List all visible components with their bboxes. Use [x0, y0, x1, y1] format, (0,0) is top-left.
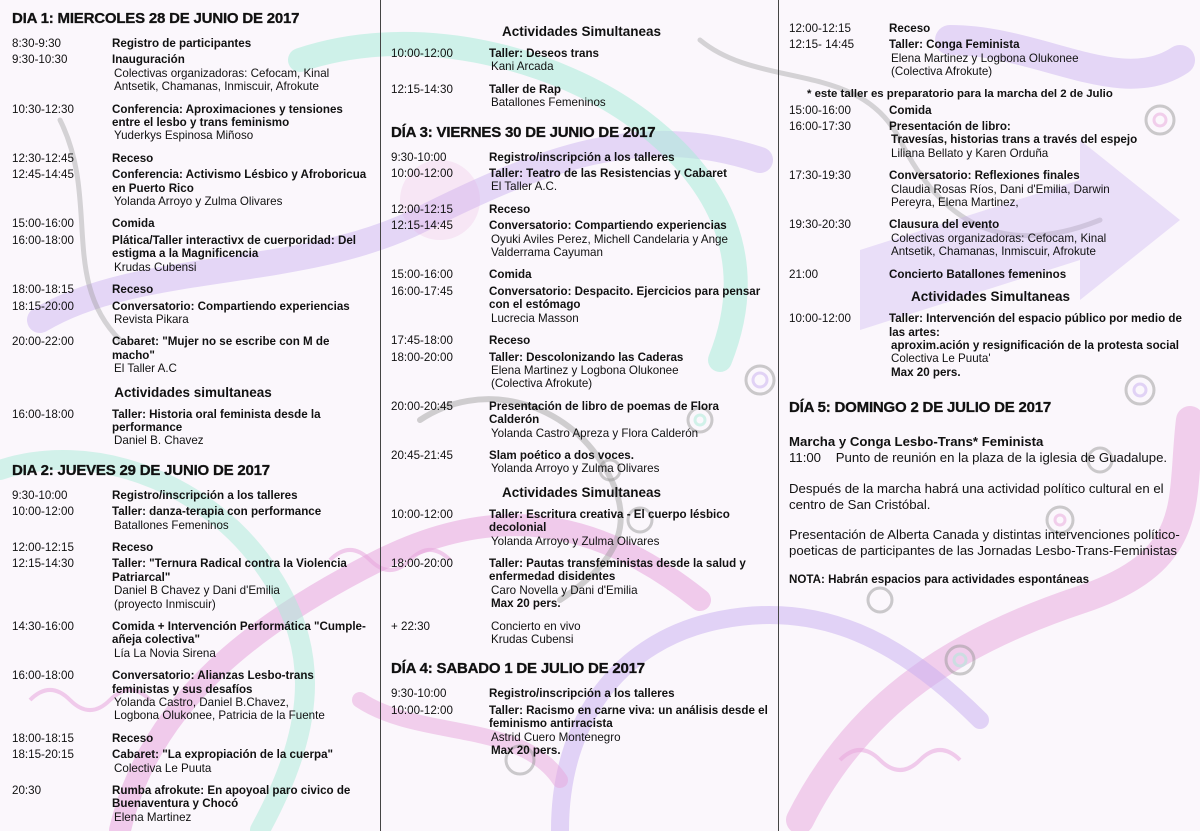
event-body [489, 687, 772, 700]
event-body [112, 217, 374, 230]
sim4-heading: Actividades Simultaneas [910, 289, 1071, 305]
event-title: Conferencia: Activismo Lésbico y Afroboricua en Puerto Rico [112, 168, 367, 195]
event-body [889, 312, 1192, 379]
event-title: Comida [489, 268, 532, 282]
event-time: 12:00-12:15 [391, 202, 453, 216]
event-time: 20:00-20:45 [391, 399, 453, 413]
event-title: Plática/Taller interactivx de cuerporidad: Del estigma a la Magnificencia [112, 233, 356, 261]
event-time: 9:30-10:00 [391, 150, 447, 164]
event-title: Registro/inscripción a los talleres [112, 488, 298, 502]
event-detail: Elena Martinez [114, 810, 192, 824]
event-body [889, 169, 1192, 209]
event-time: 10:00-12:00 [391, 47, 453, 60]
schedule-event [391, 334, 772, 347]
event-time: 18:15-20:00 [12, 299, 74, 313]
event-detail: Kani Arcada [491, 60, 554, 74]
schedule-event [12, 620, 374, 660]
schedule-event [391, 351, 772, 391]
event-body [112, 335, 374, 375]
event-time: 18:15-20:15 [12, 748, 74, 762]
event-title: Taller: Historia oral feminista desde la performance [112, 407, 321, 434]
event-title: Taller: danza-terapia con performance [112, 505, 322, 519]
event-body [889, 120, 1192, 160]
event-detail: Batallones Femeninos [491, 96, 606, 110]
sim4-schedule [789, 312, 1192, 379]
event-time: 21:00 [789, 267, 819, 281]
event-title: Conversatorio: Compartiendo experiencias [489, 219, 727, 233]
schedule-event [391, 167, 772, 194]
event-body [489, 620, 772, 647]
event-body [112, 168, 374, 208]
event-title: Registro/inscripción a los talleres [489, 687, 675, 701]
event-title: Taller: Escritura creativa - El cuerpo lésbico decolonial [489, 507, 730, 535]
event-title: Receso [889, 22, 931, 35]
event-title: Taller: Intervención del espacio público por medio de las artes: [889, 312, 1182, 339]
event-detail: Liliana Bellato y Karen Orduña [891, 146, 1049, 160]
event-title: Taller: Deseos trans [489, 47, 599, 60]
schedule-event [12, 53, 374, 93]
event-title: Taller: Teatro de las Resistencias y Cabaret [489, 167, 727, 181]
event-time: 16:00-17:45 [391, 284, 453, 298]
event-time: 12:45-14:45 [12, 168, 74, 182]
column-middle [380, 0, 778, 831]
schedule-event [12, 557, 374, 611]
event-title: Comida [112, 217, 155, 231]
event-time: 10:30-12:30 [12, 102, 74, 116]
event-time: 15:00-16:00 [12, 217, 74, 231]
schedule-event [391, 687, 772, 700]
event-title: Conversatorio: Compartiendo experiencias [112, 299, 350, 313]
schedule-event [391, 268, 772, 281]
schedule-event [391, 285, 772, 325]
event-detail: Colectiva Le Puuta [114, 761, 212, 775]
event-capacity: Max 20 pers. [491, 597, 561, 611]
schedule-event [789, 312, 1192, 379]
after-march-text: Después de la marcha habrá una actividad político cultural en el centro de San Cristóbal. [789, 480, 1164, 512]
event-title: Registro de participantes [112, 37, 252, 50]
schedule-event [12, 168, 374, 208]
schedule-event [12, 335, 374, 375]
event-title: Registro/inscripción a los talleres [489, 150, 675, 164]
march-title: Marcha y Conga Lesbo-Trans* Feminista [789, 434, 1044, 450]
event-body [112, 37, 374, 50]
nota-label: NOTA: [789, 573, 825, 587]
event-body [889, 104, 1192, 117]
event-time: 12:15- 14:45 [789, 38, 855, 52]
event-time: 17:45-18:00 [391, 334, 453, 348]
event-detail: Valderrama Cayuman [491, 246, 603, 260]
event-title: Conversatorio: Despacito. Ejercicios para pensar con el estómago [489, 284, 761, 312]
schedule-event [12, 283, 374, 296]
event-detail: (Colectiva Afrokute) [891, 65, 993, 79]
schedule-event [12, 152, 374, 165]
event-detail: Yolanda Arroyo y Zulma Olivares [491, 534, 660, 548]
day5-heading: DÍA 5: DOMINGO 2 DE JULIO DE 2017 [789, 399, 1052, 417]
event-title: Comida [889, 103, 932, 117]
event-detail: (Colectiva Afrokute) [491, 377, 593, 391]
schedule-event [789, 38, 1192, 78]
event-time: 9:30-10:00 [12, 488, 68, 502]
event-title: Concierto en vivo [491, 619, 581, 633]
event-title: Taller: "Ternura Radical contra la Violencia Patriarcal" [112, 557, 347, 584]
march-place: Punto de reunión en la plaza de la iglesia de Guadalupe. [835, 450, 1168, 466]
event-time: 12:15-14:30 [12, 557, 74, 571]
event-body [489, 285, 772, 325]
schedule-event [12, 408, 374, 448]
event-detail: Krudas Cubensi [114, 260, 197, 274]
day1-schedule [12, 37, 374, 376]
event-title: Taller: Racismo en carne viva: un análisis desde el feminismo antirracista [489, 703, 768, 731]
event-detail: Oyuki Aviles Perez, Michell Candelaria y Ange [491, 232, 728, 246]
schedule-event [391, 47, 772, 74]
event-time: 20:00-22:00 [12, 335, 74, 349]
event-body [112, 489, 374, 502]
schedule-event [391, 219, 772, 259]
event-time: 14:30-16:00 [12, 620, 74, 633]
event-title: Comida + Intervención Performática "Cumple-añeja colectiva" [112, 620, 366, 647]
event-body [489, 83, 772, 110]
event-body [489, 557, 772, 611]
column-right [778, 0, 1200, 831]
event-body [112, 784, 374, 824]
event-body [489, 219, 772, 259]
day2-schedule [12, 489, 374, 825]
schedule-event [12, 300, 374, 327]
event-title: Clausura del evento [889, 218, 1000, 232]
event-body [889, 268, 1192, 281]
event-detail: Daniel B. Chavez [114, 434, 204, 448]
schedule-event [789, 268, 1192, 281]
event-time: 16:00-18:00 [12, 233, 74, 247]
preparatory-note: * este taller es preparatorio para la marcha del 2 de Julio [807, 87, 1113, 100]
event-time: 10:00-12:00 [391, 507, 453, 521]
event-title: Conversatorio: Reflexiones finales [889, 169, 1080, 183]
march-time: 11:00 [789, 450, 822, 466]
event-body [489, 351, 772, 391]
schedule-event [789, 120, 1192, 160]
schedule-event [391, 83, 772, 110]
event-title: Receso [489, 202, 531, 216]
event-time: 18:00-20:00 [391, 350, 453, 364]
event-detail: El Taller A.C. [491, 180, 558, 194]
event-time: 12:30-12:45 [12, 151, 74, 165]
nota [789, 573, 1192, 586]
event-detail: Colectiva Le Puuta' [891, 352, 991, 366]
sim1-heading: Actividades simultaneas [114, 384, 272, 400]
schedule-event [789, 22, 1192, 35]
event-detail: Lucrecia Masson [491, 311, 579, 325]
day3-schedule [391, 151, 772, 476]
event-detail: Lía La Novia Sirena [114, 646, 216, 660]
event-body [489, 334, 772, 347]
event-title: Presentación de libro de poemas de Flora Calderón [489, 399, 720, 427]
event-body [489, 449, 772, 476]
event-time: 15:00-16:00 [391, 268, 453, 282]
event-body [889, 218, 1192, 258]
event-body [489, 203, 772, 216]
event-body [112, 748, 374, 775]
event-time: 20:30 [12, 784, 42, 798]
day4-schedule [391, 687, 772, 757]
event-time: 18:00-20:00 [391, 556, 453, 570]
schedule-event [12, 217, 374, 230]
column-left [0, 0, 380, 831]
schedule-event [391, 557, 772, 611]
event-time: 18:00-18:15 [12, 731, 74, 745]
event-time: 10:00-12:00 [789, 312, 851, 326]
event-detail: Colectivas organizadoras: Cefocam, Kinal [891, 231, 1107, 245]
event-time: 8:30-9:30 [12, 37, 61, 50]
event-time: 10:00-12:00 [391, 167, 453, 181]
event-time: 19:30-20:30 [789, 218, 851, 232]
sim1-schedule [12, 408, 374, 448]
event-title: Taller: Descolonizando las Caderas [489, 350, 684, 364]
schedule-event [12, 748, 374, 775]
event-body [889, 38, 1192, 78]
event-time: 16:00-18:00 [12, 669, 74, 683]
schedule-event [391, 704, 772, 758]
event-body [112, 53, 374, 93]
event-title: Receso [489, 334, 531, 348]
event-body [489, 151, 772, 164]
event-detail: Yolanda Castro, Daniel B.Chavez, [114, 696, 289, 710]
event-title: Presentación de libro: [889, 120, 1011, 134]
event-time: 12:15-14:30 [391, 82, 453, 96]
event-body [489, 400, 772, 440]
event-detail: Antsetik, Chamanas, Inmiscuir, Afrokute [114, 80, 319, 94]
schedule-event [391, 400, 772, 440]
event-time: 9:30-10:30 [12, 53, 68, 67]
event-detail: Krudas Cubensi [491, 633, 574, 646]
day2-heading: DIA 2: JUEVES 29 DE JUNIO DE 2017 [12, 461, 270, 479]
event-detail: El Taller A.C [114, 362, 177, 376]
event-body [112, 557, 374, 611]
event-detail: Pereyra, Elena Martinez, [891, 196, 1019, 210]
event-body [489, 167, 772, 194]
event-body [112, 669, 374, 723]
event-title: Inauguración [112, 53, 185, 67]
event-body [112, 103, 374, 143]
event-body [112, 152, 374, 165]
event-body [489, 508, 772, 548]
schedule-event [12, 489, 374, 502]
event-detail: Yolanda Arroyo y Zulma Olivares [491, 462, 660, 476]
event-detail: (proyecto Inmiscuir) [114, 597, 216, 611]
event-time: 10:00-12:00 [12, 505, 74, 519]
march-info [789, 434, 1192, 466]
event-time: 9:30-10:00 [391, 687, 447, 701]
event-title: Cabaret: "Mujer no se escribe con M de macho" [112, 335, 330, 362]
event-detail: Elena Martinez y Logbona Olukonee [491, 363, 679, 377]
event-time: 20:45-21:45 [391, 448, 453, 462]
schedule-event [391, 508, 772, 548]
event-detail: Caro Novella y Dani d'Emilia [491, 583, 638, 597]
sim2-heading: Actividades Simultaneas [501, 24, 662, 39]
event-detail: Logbona Olukonee, Patricia de la Fuente [114, 709, 325, 723]
event-title: Rumba afrokute: En apoyoal paro civico de Buenaventura y Chocó [112, 784, 351, 811]
event-detail: Yolanda Arroyo y Zulma Olivares [114, 195, 283, 209]
event-time: 12:00-12:15 [789, 22, 851, 35]
event-time: 16:00-17:30 [789, 120, 851, 134]
event-body [112, 283, 374, 296]
event-title: Taller de Rap [489, 82, 561, 96]
sim2-schedule [391, 47, 772, 110]
day3-heading: DÍA 3: VIERNES 30 DE JUNIO DE 2017 [391, 123, 656, 141]
event-body [112, 732, 374, 745]
schedule-event [12, 784, 374, 824]
event-title: Slam poético a dos voces. [489, 448, 634, 462]
schedule-event [789, 169, 1192, 209]
event-body [112, 620, 374, 660]
event-detail: Claudia Rosas Ríos, Dani d'Emilia, Darwin [891, 182, 1110, 196]
event-title: Conversatorio: Alianzas Lesbo-trans feministas y sus desafíos [112, 669, 314, 696]
event-title: Receso [112, 540, 154, 554]
schedule-event [12, 103, 374, 143]
event-body [112, 505, 374, 532]
event-capacity: Max 20 pers. [491, 744, 561, 758]
event-time: 15:00-16:00 [789, 103, 851, 117]
event-title: Cabaret: "La expropiación de la cuerpa" [112, 748, 334, 762]
event-detail: Yolanda Castro Apreza y Flora Calderón [491, 426, 699, 440]
sim3-heading: Actividades Simultaneas [501, 484, 662, 500]
event-body [112, 300, 374, 327]
event-body [489, 47, 772, 74]
event-title: Taller: Conga Feminista [889, 38, 1020, 52]
event-body [112, 234, 374, 274]
event-body [489, 704, 772, 758]
event-body [112, 541, 374, 554]
schedule-event [789, 104, 1192, 117]
schedule-event [391, 449, 772, 476]
event-time: 18:00-18:15 [12, 283, 74, 297]
event-time: 16:00-18:00 [12, 407, 74, 421]
schedule-event [12, 505, 374, 532]
event-time: + 22:30 [391, 619, 431, 633]
event-title: Conferencia: Aproximaciones y tensiones entre el lesbo y trans feminismo [112, 102, 343, 130]
event-title: Taller: Pautas transfeministas desde la salud y enfermedad disidentes [489, 556, 746, 584]
event-time: 10:00-12:00 [391, 703, 453, 717]
day4-heading: DÍA 4: SABADO 1 DE JULIO DE 2017 [391, 660, 645, 678]
event-body [889, 22, 1192, 35]
event-detail: Astrid Cuero Montenegro [491, 730, 621, 744]
event-title: Receso [112, 731, 154, 745]
event-detail: Yuderkys Espinosa Miñoso [114, 129, 254, 143]
schedule-event [12, 732, 374, 745]
event-title: Receso [112, 151, 154, 165]
event-detail: Batallones Femeninos [114, 518, 229, 532]
schedule-event [391, 151, 772, 164]
schedule-event [789, 218, 1192, 258]
day1-heading: DIA 1: MIERCOLES 28 DE JUNIO DE 2017 [12, 10, 300, 27]
schedule-event [391, 620, 772, 647]
schedule-event [12, 541, 374, 554]
nota-text: Habrán espacios para actividades espontáneas [828, 573, 1090, 587]
event-capacity: Max 20 pers. [891, 365, 961, 379]
schedule-event [391, 203, 772, 216]
schedule-event [12, 669, 374, 723]
event-body [112, 408, 374, 448]
event-body [489, 268, 772, 281]
day4-evening-schedule [789, 104, 1192, 281]
event-detail: aproxim.ación y resignificación de la protesta social [891, 338, 1180, 352]
event-detail: Antsetik, Chamanas, Inmiscuir, Afrokute [891, 245, 1096, 259]
event-detail: Travesías, historias trans a través del espejo [891, 133, 1138, 147]
event-time: 12:15-14:45 [391, 219, 453, 233]
schedule-event [12, 37, 374, 50]
event-detail: Revista Pikara [114, 312, 189, 326]
event-title: Receso [112, 283, 154, 297]
schedule-event [12, 234, 374, 274]
event-time: 17:30-19:30 [789, 169, 851, 183]
event-detail: Colectivas organizadoras: Cefocam, Kinal [114, 66, 330, 80]
event-detail: Elena Martinez y Logbona Olukonee [891, 51, 1079, 65]
event-detail: Daniel B Chavez y Dani d'Emilia [114, 584, 280, 598]
presentation-text: Presentación de Alberta Canada y distintas intervenciones político-poeticas de participantes de las Jornadas Lesbo-Trans-Feministas [789, 526, 1180, 559]
event-title: Concierto Batallones femeninos [889, 267, 1067, 281]
day4-afternoon-schedule [789, 22, 1192, 79]
sim3-schedule [391, 508, 772, 647]
event-time: 12:00-12:15 [12, 540, 74, 554]
